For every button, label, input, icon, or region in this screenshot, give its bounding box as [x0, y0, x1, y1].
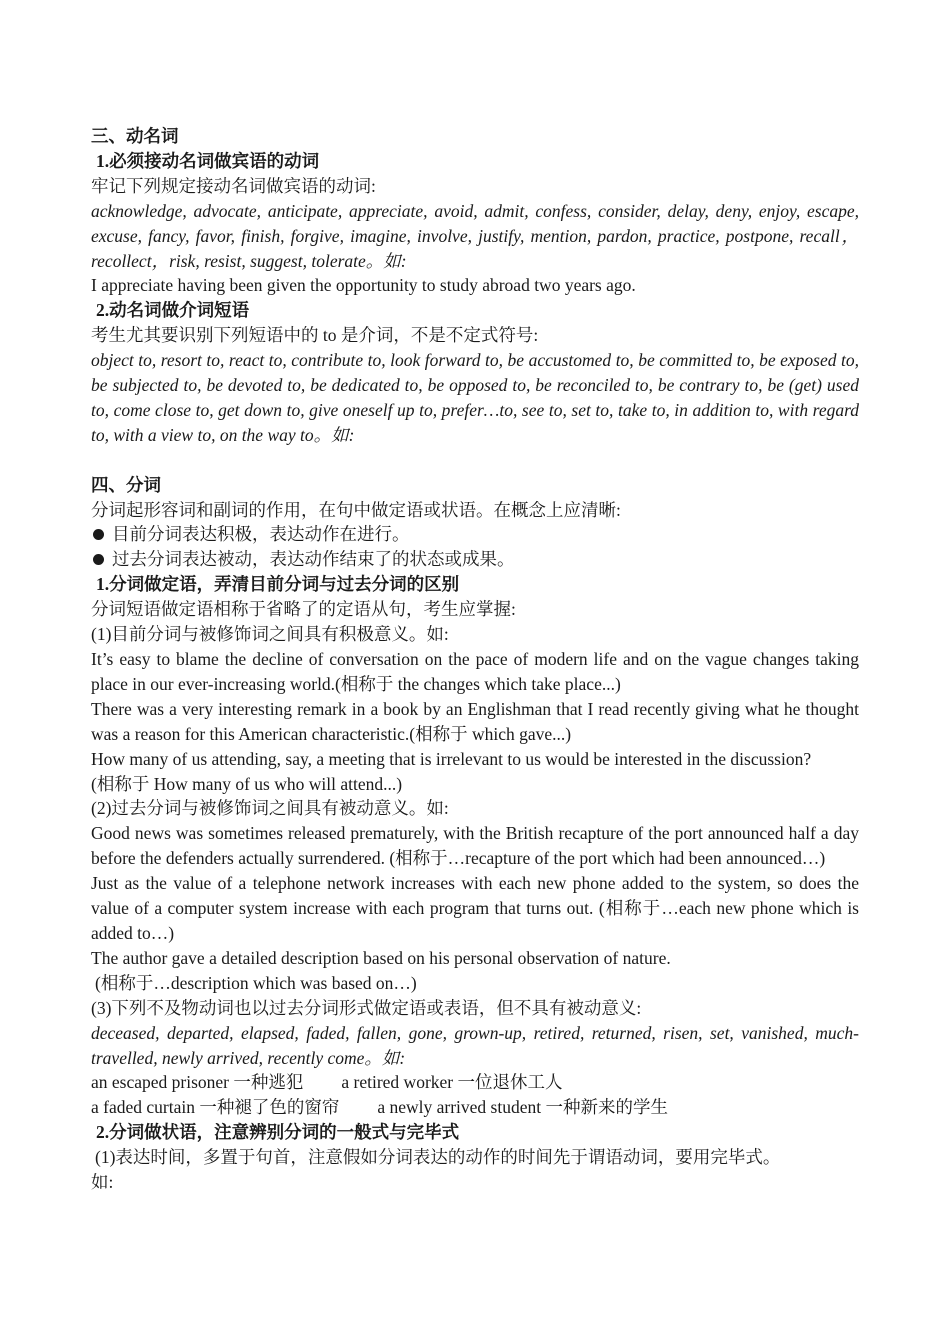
participle-attribute-intro: 分词短语做定语相称于省略了的定语从句，考生应掌握:	[91, 599, 516, 620]
point-2-label: (2)过去分词与被修饰词之间具有被动意义。如:	[91, 798, 449, 819]
bullet-dot-icon	[93, 554, 104, 565]
heading-participle-attribute: 1.分词做定语，弄清目前分词与过去分词的区别	[96, 574, 460, 595]
heading-participle-adverbial: 2.分词做状语，注意辨别分词的一般式与完毕式	[96, 1122, 460, 1143]
bullet-item: 过去分词表达被动，表达动作结束了的状态或成果。	[91, 547, 859, 572]
example-sentence: I appreciate having been given the opportunity to study abroad two years ago.	[91, 275, 636, 296]
example-note: (相称于 How many of us who will attend...)	[91, 773, 403, 794]
bullet-item: 目前分词表达积极，表达动作在进行。	[91, 522, 859, 547]
section-title-gerund: 三、动名词	[91, 126, 179, 146]
participle-intro: 分词起形容词和副词的作用，在句中做定语或状语。在概念上应清晰:	[91, 499, 621, 520]
point-1-label: (1)表达时间，多置于句首，注意假如分词表达的动作的时间先于谓语动词，要用完毕式。	[95, 1147, 781, 1168]
spacer	[91, 448, 859, 473]
section-title-participle: 四、分词	[91, 474, 161, 495]
point-3-label: (3)下列不及物动词也以过去分词形式做定语或表语，但不具有被动意义:	[91, 997, 642, 1018]
example-sentence: How many of us attending, say, a meeting that is irrelevant to us would be interested in the discussion?	[91, 748, 812, 769]
preposition-phrase-list: object to, resort to, react to, contribute to, look forward to, be accustomed to, be committed to, be exposed to, be subjected to, be devoted to, be dedicated to, be opposed to, be reconciled to, be contrary to, be (get) used to, come close to, get down to, give oneself up to, prefer…to, see to, set to, take to, in addition to, with regard to, with a view to, on the way to。如:	[91, 350, 859, 445]
intransitive-participle-list: deceased, departed, elapsed, faded, fallen, gone, grown-up, retired, returned, risen, set, vanished, much-travelled, newly arrived, recently come。如:	[91, 1022, 859, 1068]
example-pair: a faded curtain 一种褪了色的窗帘 a newly arrived student 一种新来的学生	[91, 1097, 668, 1118]
example-note: (相称于…description which was based on…)	[95, 972, 417, 993]
gerund-verb-list: acknowledge, advocate, anticipate, appreciate, avoid, admit, confess, consider, delay, deny, enjoy, escape, excuse, fancy, favor, finish, forgive, imagine, involve, justify, mention, pardon, practice, postpone, recall，recollect，risk, resist, suggest, tolerate。如:	[91, 200, 859, 271]
example-sentence: The author gave a detailed description based on his personal observation of nature.	[91, 947, 671, 968]
example-sentence: There was a very interesting remark in a book by an Englishman that I read recently giving what he thought was a reason for this American characteristic.(相称于 which gave...)	[91, 698, 859, 744]
point-1-label: (1)目前分词与被修饰词之间具有积极意义。如:	[91, 624, 449, 645]
intro-preposition-to: 考生尤其要识别下列短语中的 to 是介词，不是不定式符号:	[91, 325, 539, 346]
example-lead: 如:	[91, 1172, 114, 1193]
document-page	[91, 124, 859, 1195]
heading-gerund-object: 1.必须接动名词做宾语的动词	[96, 150, 320, 171]
bullet-dot-icon	[93, 529, 104, 540]
example-sentence: Good news was sometimes released prematurely, with the British recapture of the port announced half a day before the defenders actually surrendered. (相称于…recapture of the port which had been announced…)	[91, 823, 859, 869]
intro-gerund-verbs: 牢记下列规定接动名词做宾语的动词:	[91, 175, 376, 196]
example-pair: an escaped prisoner 一种逃犯 a retired worker 一位退休工人	[91, 1072, 563, 1093]
heading-gerund-preposition: 2.动名词做介词短语	[96, 300, 250, 321]
example-sentence: It’s easy to blame the decline of conversation on the pace of modern life and on the vague changes taking place in our ever-increasing world.(相称于 the changes which take place...)	[91, 649, 859, 694]
example-sentence: Just as the value of a telephone network increases with each new phone added to the system, so does the value of a computer system increase with each program that turns out. (相称于…each new phone which is added to…)	[91, 873, 859, 943]
